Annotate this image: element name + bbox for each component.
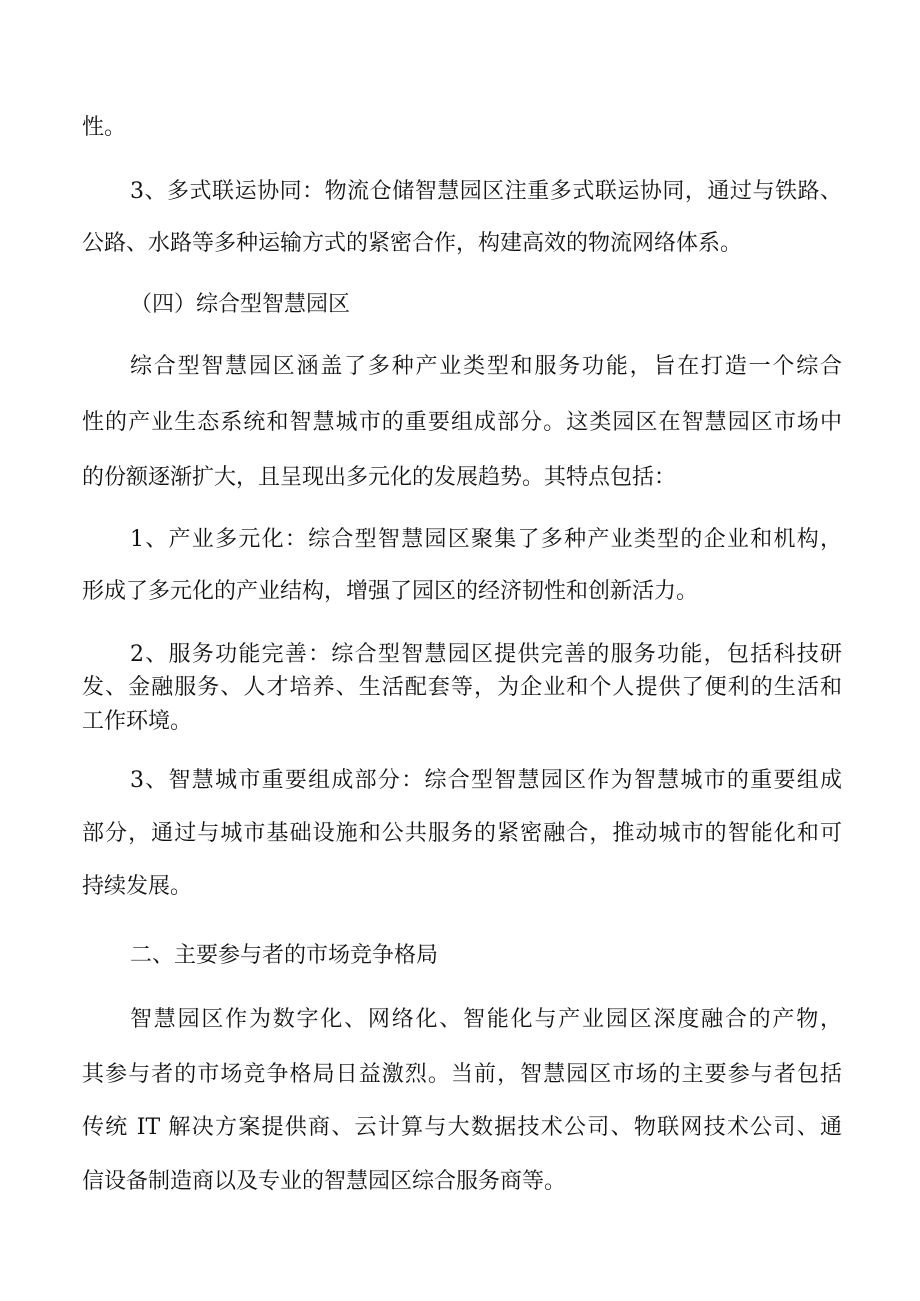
- paragraph-line: 的份额逐渐扩大，且呈现出多元化的发展趋势。其特点包括：: [82, 465, 677, 490]
- section-heading: （四）综合型智慧园区: [130, 292, 351, 317]
- paragraph-line: 工作环境。: [82, 709, 193, 734]
- paragraph-line: 信设备制造商以及专业的智慧园区综合服务商等。: [82, 1169, 567, 1194]
- paragraph-line: 2、服务功能完善：综合型智慧园区提供完善的服务功能，包括科技研: [130, 642, 842, 667]
- paragraph-line: 形成了多元化的产业结构，增强了园区的经济韧性和创新活力。: [82, 579, 699, 604]
- paragraph-line: 公路、水路等多种运输方式的紧密合作，构建高效的物流网络体系。: [82, 231, 743, 256]
- paragraph-line: 3、智慧城市重要组成部分：综合型智慧园区作为智慧城市的重要组成: [130, 768, 842, 793]
- paragraph-line: 1、产业多元化：综合型智慧园区聚集了多种产业类型的企业和机构，: [130, 527, 842, 552]
- paragraph-line: 传统 IT 解决方案提供商、云计算与大数据技术公司、物联网技术公司、通: [82, 1115, 842, 1140]
- paragraph-line: 持续发展。: [82, 874, 193, 899]
- paragraph-line: 发、金融服务、人才培养、生活配套等，为企业和个人提供了便利的生活和: [82, 675, 842, 700]
- section-heading: 二、主要参与者的市场竞争格局: [130, 943, 439, 968]
- paragraph-line: 3、多式联运协同：物流仓储智慧园区注重多式联运协同，通过与铁路、: [130, 179, 842, 204]
- paragraph-line: 部分，通过与城市基础设施和公共服务的紧密融合，推动城市的智能化和可: [82, 821, 842, 846]
- paragraph-line: 综合型智慧园区涵盖了多种产业类型和服务功能，旨在打造一个综合: [130, 354, 842, 379]
- paragraph-line: 性的产业生态系统和智慧城市的重要组成部分。这类园区在智慧园区市场中: [82, 410, 842, 435]
- paragraph-line: 性。: [82, 115, 127, 140]
- paragraph-line: 其参与者的市场竞争格局日益激烈。当前，智慧园区市场的主要参与者包括: [82, 1062, 842, 1087]
- paragraph-line: 智慧园区作为数字化、网络化、智能化与产业园区深度融合的产物，: [130, 1007, 842, 1032]
